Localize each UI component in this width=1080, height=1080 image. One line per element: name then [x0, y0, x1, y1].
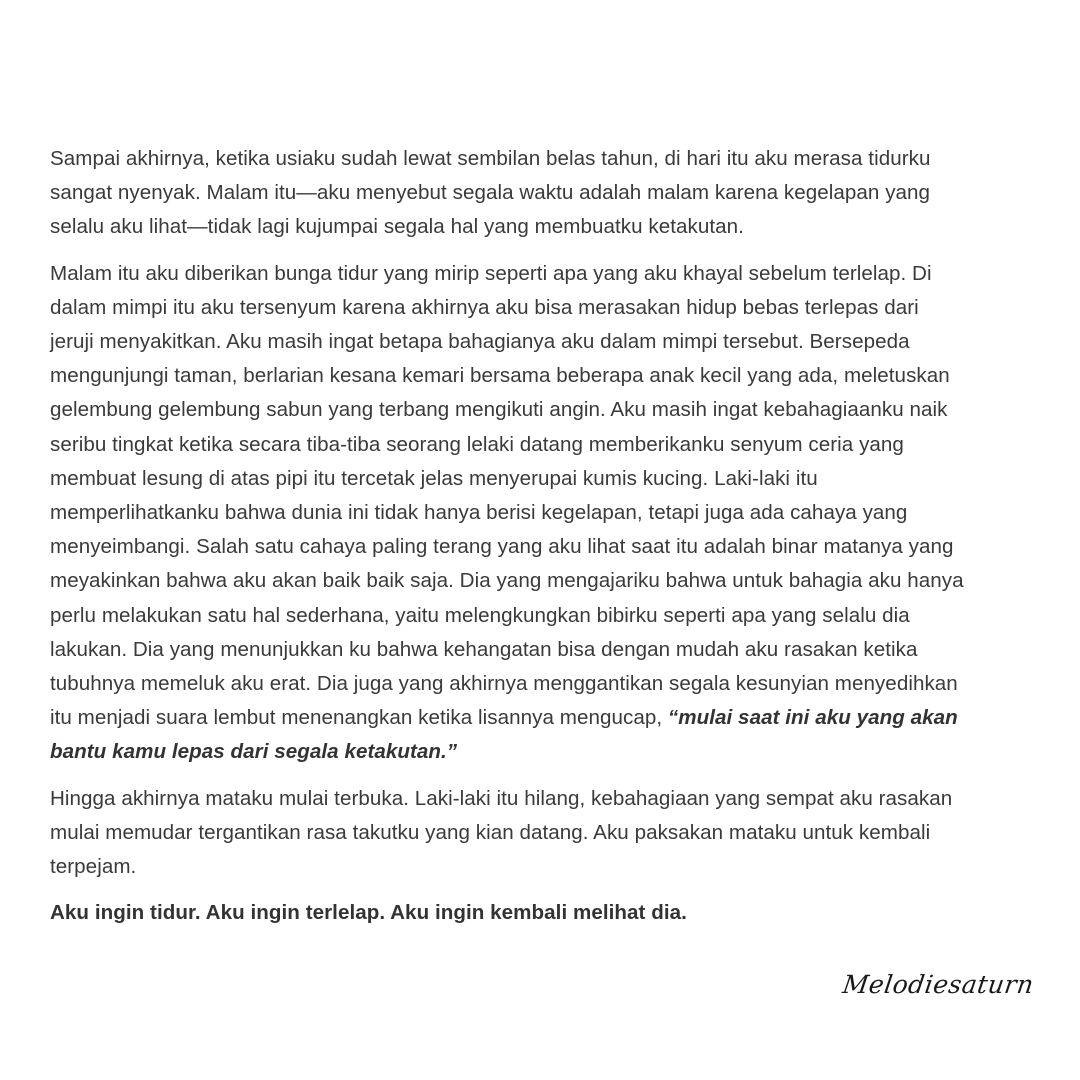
text-line: menyeimbangi. Salah satu cahaya paling terang yang aku lihat saat itu adalah binar matanya yang: [50, 535, 954, 559]
text-line: Sampai akhirnya, ketika usiaku sudah lewat sembilan belas tahun, di hari itu aku merasa tidurku: [50, 147, 931, 170]
story-text: [50, 142, 1040, 942]
text-line: seribu tingkat ketika secara tiba-tiba seorang lelaki datang memberikanku senyum ceria yang: [50, 432, 904, 456]
closing-line: [50, 896, 1040, 930]
text-line: lakukan. Dia yang menunjukkan ku bahwa kehangatan bisa dengan mudah aku rasakan ketika: [50, 637, 918, 661]
text-line: mengunjungi taman, berlarian kesana kemari bersama beberapa anak kecil yang ada, meletuskan: [50, 364, 950, 388]
text-line-with-quote: [50, 701, 1040, 735]
text-line: Malam itu aku diberikan bunga tidur yang mirip seperti apa yang aku khayal sebelum terlelap. Di: [50, 261, 932, 285]
text-line: meyakinkan bahwa aku akan baik baik saja. Dia yang mengajariku bahwa untuk bahagia aku hanya: [50, 569, 964, 593]
text-line: gelembung gelembung sabun yang terbang mengikuti angin. Aku masih ingat kebahagiaanku naik: [50, 398, 948, 422]
quote-text-continued: bantu kamu lepas dari segala ketakutan.”: [50, 740, 458, 764]
text-line: selalu aku lihat—tidak lagi kujumpai segala hal yang membuatku ketakutan.: [50, 215, 744, 239]
text-line: sangat nyenyak. Malam itu—aku menyebut segala waktu adalah malam karena kegelapan yang: [50, 181, 931, 205]
text-line: dalam mimpi itu aku tersenyum karena akhirnya aku bisa merasakan hidup bebas terlepas dari: [50, 295, 919, 319]
author-signature: Melodiesaturn: [841, 970, 1037, 999]
quote-lead-text: itu menjadi suara lembut menenangkan ketika lisannya mengucap,: [50, 706, 668, 730]
text-line: tubuhnya memeluk aku erat. Dia juga yang akhirnya menggantikan segala kesunyian menyedihkan: [50, 672, 958, 696]
text-line: jeruji menyakitkan. Aku masih ingat betapa bahagianya aku dalam mimpi tersebut. Bersepeda: [50, 330, 910, 354]
paragraph-3: [50, 782, 1040, 885]
paragraph-1: [50, 142, 1040, 245]
text-line: Aku ingin tidur. Aku ingin terlelap. Aku ingin kembali melihat dia.: [50, 901, 687, 925]
text-line: membuat lesung di atas pipi itu tercetak jelas menyerupai kumis kucing. Laki-laki itu: [50, 466, 818, 490]
text-line: memperlihatkanku bahwa dunia ini tidak hanya berisi kegelapan, tetapi juga ada cahaya yang: [50, 501, 908, 525]
text-line: perlu melakukan satu hal sederhana, yaitu melengkungkan bibirku seperti apa yang selalu dia: [50, 603, 910, 627]
text-line: mulai memudar tergantikan rasa takutku yang kian datang. Aku paksakan mataku untuk kembali: [50, 820, 931, 844]
text-line: terpejam.: [50, 855, 137, 879]
text-line: Hingga akhirnya mataku mulai terbuka. Laki-laki itu hilang, kebahagiaan yang sempat aku rasakan: [50, 786, 953, 810]
quote-text: “mulai saat ini aku yang akan: [667, 706, 958, 730]
paragraph-2: [50, 257, 1040, 770]
